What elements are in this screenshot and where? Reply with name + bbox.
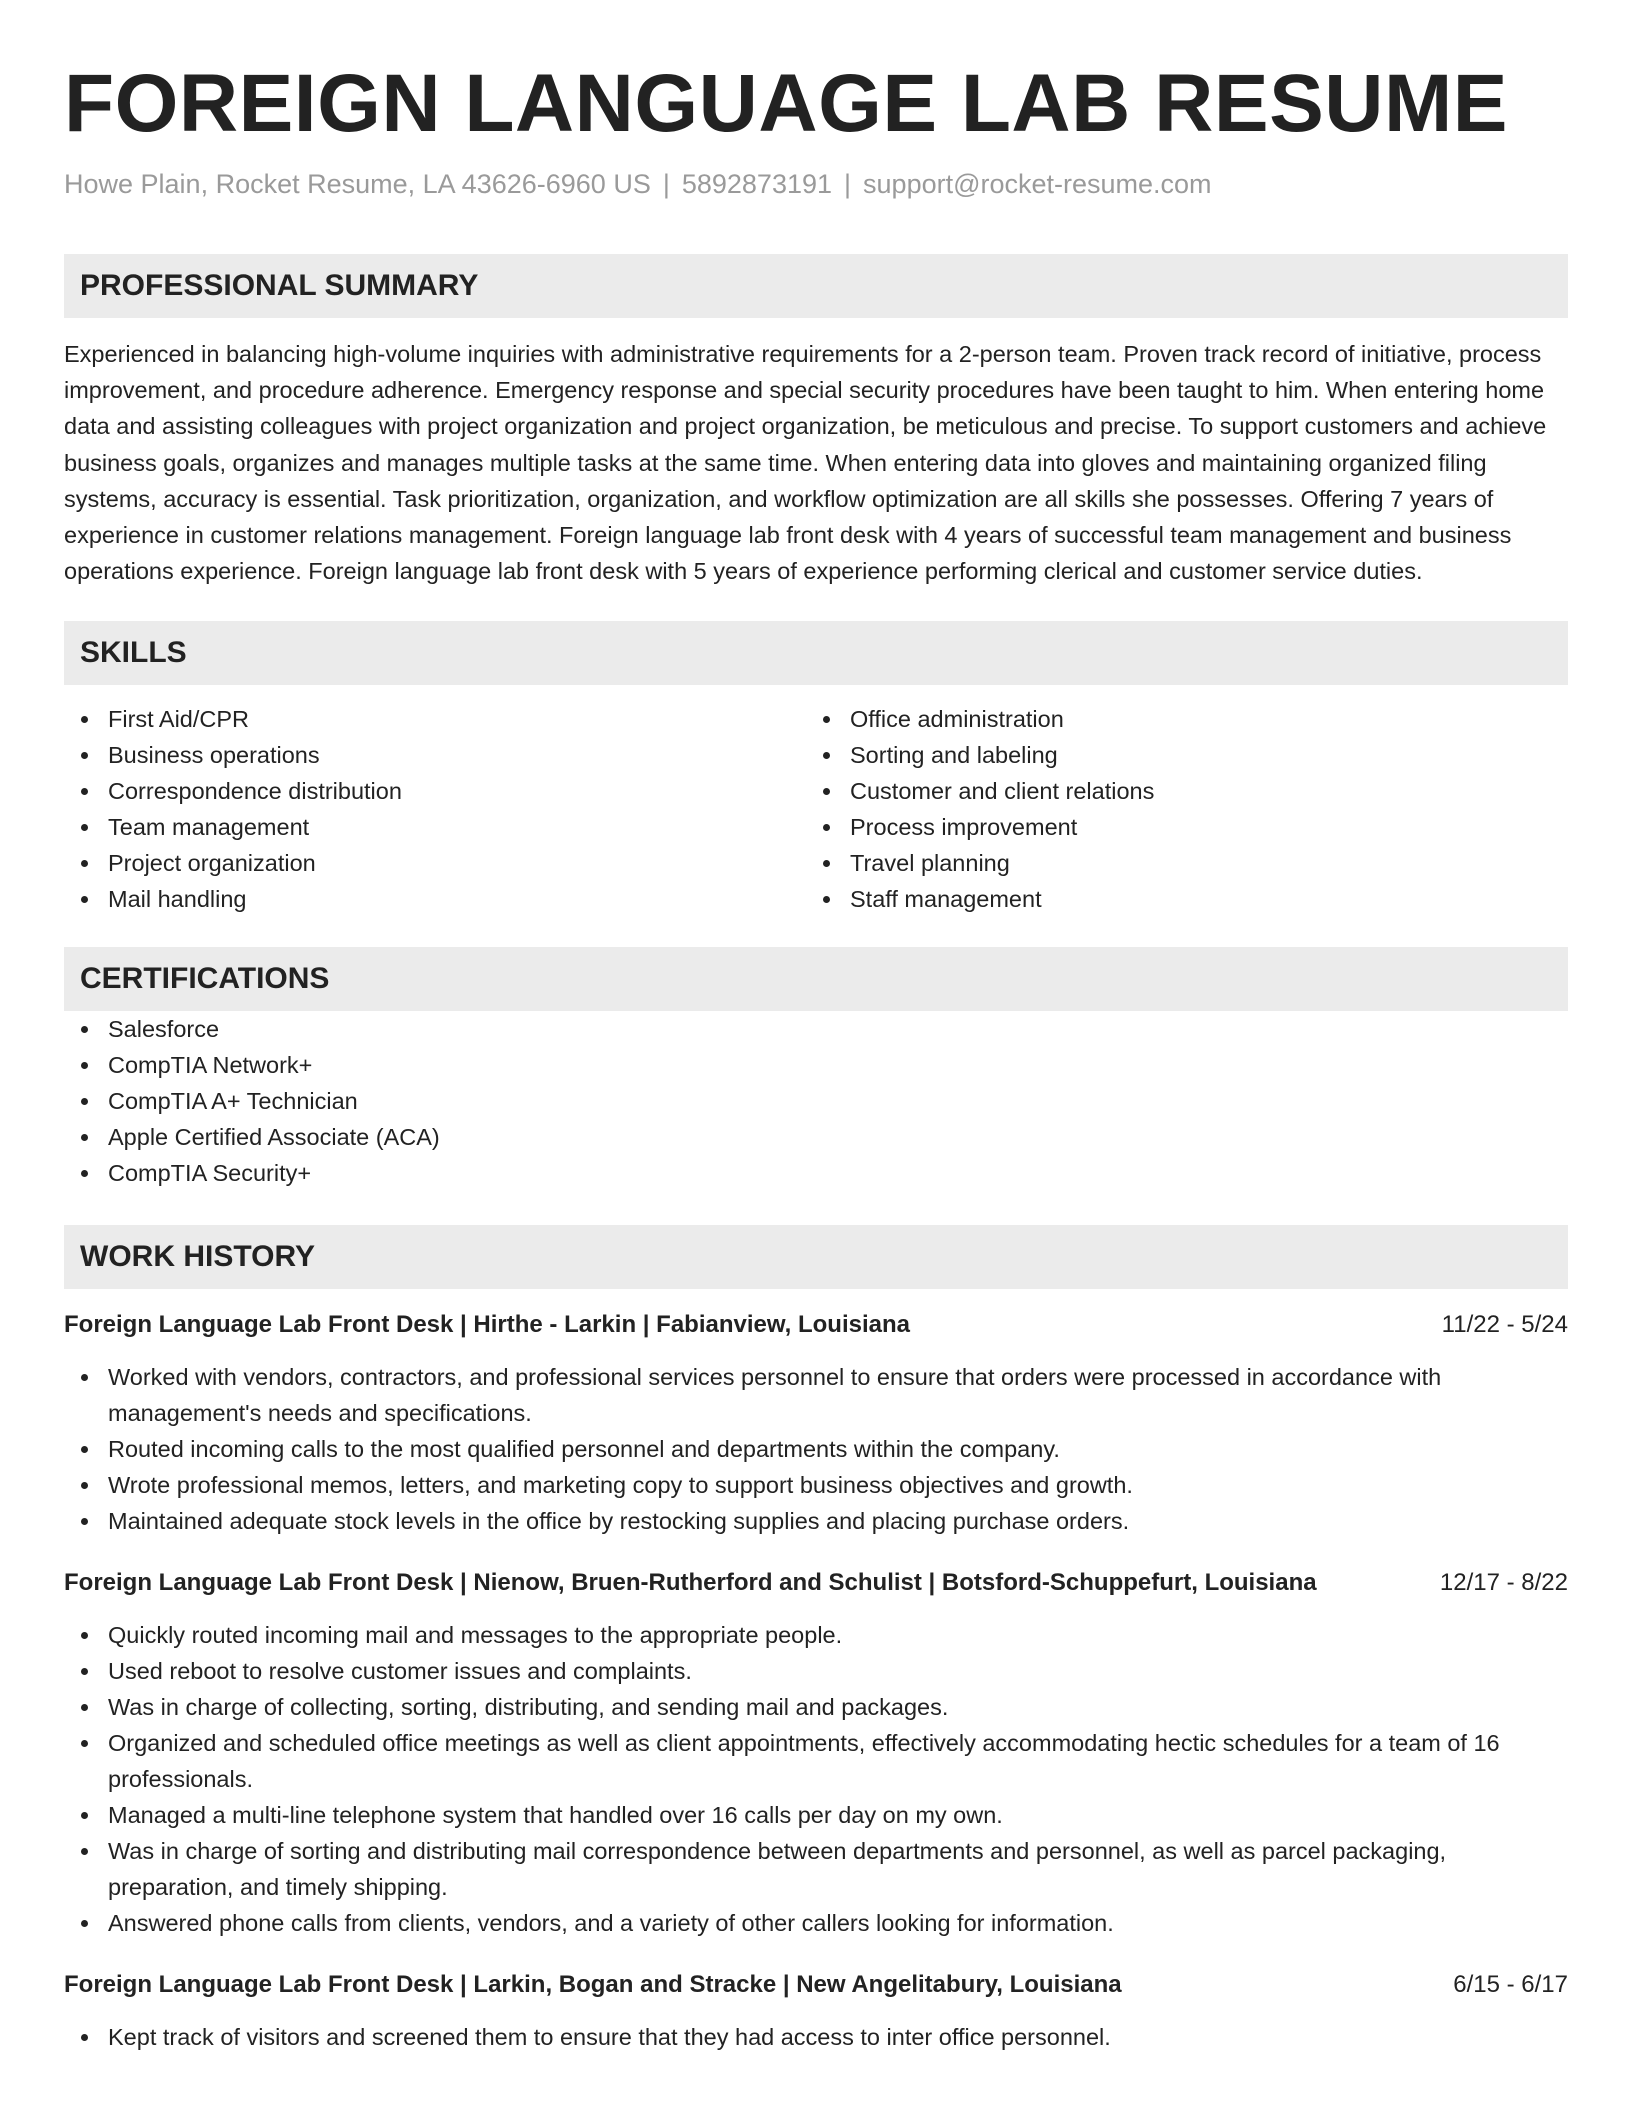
job-bullets bbox=[64, 1617, 1568, 1941]
certification-item: Apple Certified Associate (ACA) bbox=[64, 1119, 1568, 1155]
job-entry bbox=[64, 1307, 1568, 1539]
contact-address: Howe Plain, Rocket Resume, LA 43626-6960 US bbox=[64, 169, 651, 199]
skill-item: First Aid/CPR bbox=[64, 701, 806, 737]
job-title: Foreign Language Lab Front Desk | Hirthe - Larkin | Fabianview, Louisiana bbox=[64, 1311, 910, 1339]
skills-list-left bbox=[64, 701, 806, 917]
skill-item: Office administration bbox=[806, 701, 1548, 737]
job-bullet: Managed a multi-line telephone system that handled over 16 calls per day on my own. bbox=[64, 1797, 1568, 1833]
certification-item: CompTIA Security+ bbox=[64, 1155, 1568, 1191]
job-header bbox=[64, 1967, 1568, 2003]
certifications-list bbox=[64, 1011, 1568, 1191]
skill-item: Sorting and labeling bbox=[806, 737, 1548, 773]
job-bullet: Kept track of visitors and screened them to ensure that they had access to inter office personnel. bbox=[64, 2019, 1568, 2055]
job-bullet: Was in charge of sorting and distributing mail correspondence between departments and personnel, as well as parcel packaging, preparation, and timely shipping. bbox=[64, 1833, 1568, 1905]
job-bullets bbox=[64, 2019, 1568, 2055]
job-bullet: Organized and scheduled office meetings as well as client appointments, effectively accommodating hectic schedules for a team of 16 professionals. bbox=[64, 1725, 1568, 1797]
contact-line bbox=[64, 166, 1568, 202]
contact-phone: 5892873191 bbox=[681, 169, 833, 199]
skill-item: Process improvement bbox=[806, 809, 1548, 845]
section-header-skills: SKILLS bbox=[64, 621, 1568, 685]
job-header bbox=[64, 1307, 1568, 1343]
job-dates: 11/22 - 5/24 bbox=[1441, 1311, 1568, 1339]
skill-item: Business operations bbox=[64, 737, 806, 773]
job-title: Foreign Language Lab Front Desk | Nienow, Bruen-Rutherford and Schulist | Botsford-Schuppefurt, Louisiana bbox=[64, 1569, 1317, 1597]
job-bullet: Used reboot to resolve customer issues and complaints. bbox=[64, 1653, 1568, 1689]
skill-item: Correspondence distribution bbox=[64, 773, 806, 809]
skills-column-right bbox=[806, 701, 1548, 917]
skill-item: Mail handling bbox=[64, 881, 806, 917]
job-bullet: Worked with vendors, contractors, and professional services personnel to ensure that orders were processed in accordance with management's needs and specifications. bbox=[64, 1359, 1568, 1431]
skill-item: Project organization bbox=[64, 845, 806, 881]
job-entry bbox=[64, 1565, 1568, 1941]
contact-separator: | bbox=[844, 169, 852, 199]
section-header-summary: PROFESSIONAL SUMMARY bbox=[64, 254, 1568, 318]
skills-grid bbox=[64, 701, 1568, 917]
skill-item: Staff management bbox=[806, 881, 1548, 917]
job-bullet: Maintained adequate stock levels in the office by restocking supplies and placing purchase orders. bbox=[64, 1503, 1568, 1539]
job-bullet: Wrote professional memos, letters, and marketing copy to support business objectives and growth. bbox=[64, 1467, 1568, 1503]
job-bullet: Routed incoming calls to the most qualified personnel and departments within the company. bbox=[64, 1431, 1568, 1467]
contact-email: support@rocket-resume.com bbox=[863, 169, 1212, 199]
skills-column-left bbox=[64, 701, 806, 917]
contact-separator: | bbox=[662, 169, 670, 199]
skill-item: Travel planning bbox=[806, 845, 1548, 881]
summary-text: Experienced in balancing high-volume inquiries with administrative requirements for a 2-person team. Proven track record of initiative, process improvement, and procedure adherence. Emergency response and special security procedures have been taught to him. When entering home data and assisting colleagues with project organization and project organization, be meticulous and precise. To support customers and achieve business goals, organizes and manages multiple tasks at the same time. When entering data into gloves and maintaining organized filing systems, accuracy is essential. Task prioritization, organization, and workflow optimization are all skills she possesses. Offering 7 years of experience in customer relations management. Foreign language lab front desk with 4 years of successful team management and business operations experience. Foreign language lab front desk with 5 years of experience performing clerical and customer service duties. bbox=[64, 341, 1547, 585]
skills-list-right bbox=[806, 701, 1548, 917]
job-bullet: Was in charge of collecting, sorting, distributing, and sending mail and packages. bbox=[64, 1689, 1568, 1725]
certification-item: CompTIA Network+ bbox=[64, 1047, 1568, 1083]
skill-item: Team management bbox=[64, 809, 806, 845]
job-entry bbox=[64, 1967, 1568, 2055]
section-header-work-history: WORK HISTORY bbox=[64, 1225, 1568, 1289]
section-header-certifications: CERTIFICATIONS bbox=[64, 947, 1568, 1011]
certification-item: Salesforce bbox=[64, 1011, 1568, 1047]
resume-page bbox=[64, 0, 1568, 2055]
resume-title: FOREIGN LANGUAGE LAB RESUME bbox=[64, 58, 1508, 149]
job-dates: 12/17 - 8/22 bbox=[1439, 1569, 1568, 1597]
skill-item: Customer and client relations bbox=[806, 773, 1548, 809]
certification-item: CompTIA A+ Technician bbox=[64, 1083, 1568, 1119]
job-dates: 6/15 - 6/17 bbox=[1453, 1971, 1568, 1999]
job-bullets bbox=[64, 1359, 1568, 1539]
job-header bbox=[64, 1565, 1568, 1601]
job-bullet: Quickly routed incoming mail and messages to the appropriate people. bbox=[64, 1617, 1568, 1653]
job-bullet: Answered phone calls from clients, vendors, and a variety of other callers looking for information. bbox=[64, 1905, 1568, 1941]
job-title: Foreign Language Lab Front Desk | Larkin, Bogan and Stracke | New Angelitabury, Louisiana bbox=[64, 1971, 1122, 1999]
